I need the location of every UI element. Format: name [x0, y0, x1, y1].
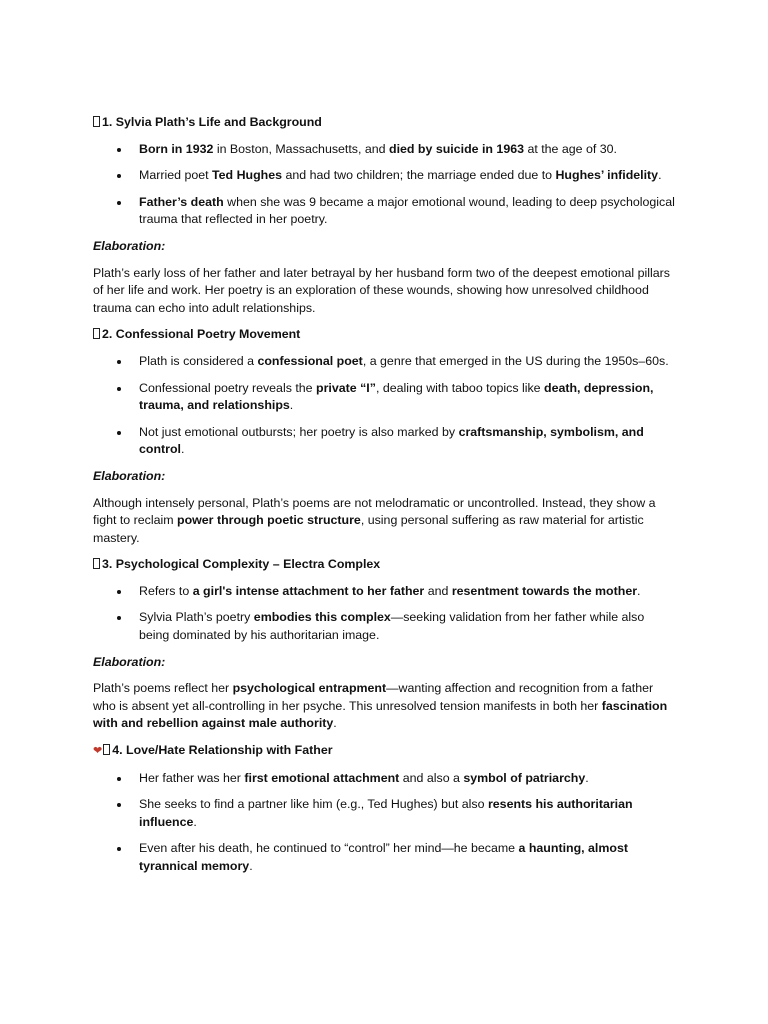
elaboration-label: Elaboration: [93, 654, 166, 669]
text-run: Plath’s early loss of her father and later betrayal by her husband form two of the deepest emotional pillars of her life and work. Her poetry is an exploration of these wounds, showing how unresolved childhood trauma can echo into adult relationships. [93, 265, 670, 315]
bold-text-run: power through poetic structure [177, 513, 361, 528]
text-run: and also a [399, 770, 464, 785]
section-heading [93, 114, 675, 132]
section-heading-text: 2. Confessional Poetry Movement [102, 327, 301, 342]
bold-text-run: resentment towards the mother [451, 583, 638, 598]
bold-text-run: confessional poet [257, 353, 363, 368]
text-run: Although intensely personal, Plath’s poems are not melodramatic or uncontrolled. Instead, they show a fight to reclaim [93, 495, 656, 528]
bold-text-run: died by suicide in 1963 [389, 141, 524, 156]
elaboration-heading [93, 468, 675, 486]
text-run: . [193, 814, 197, 829]
missing-glyph-icon [93, 558, 100, 569]
bold-text-run: Ted Hughes [212, 168, 283, 183]
text-run: and had two children; the marriage ended due to [282, 168, 556, 183]
text-run: . [289, 398, 294, 413]
text-run: —wanting affection and recognition from a father who is absent yet all-controlling in her psyche. This unresolved tension manifests in both her [93, 681, 654, 713]
missing-glyph-icon [93, 328, 100, 339]
text-run: Refers to [139, 583, 193, 598]
bold-text-run: a haunting, almost tyrannical memory [139, 841, 628, 873]
text-run: . [249, 859, 253, 873]
elaboration-label: Elaboration: [93, 238, 166, 253]
section-heading [93, 326, 675, 344]
text-run: . [658, 168, 662, 183]
text-run: , dealing with taboo topics like [375, 380, 544, 395]
section-heading-text: 4. Love/Hate Relationship with Father [112, 743, 333, 758]
heart-icon: ❤ [93, 745, 103, 758]
elaboration-heading [93, 654, 675, 672]
document-body [93, 114, 675, 885]
missing-glyph-icon [103, 744, 110, 755]
bold-text-run: fascination with and rebellion against male authority [93, 698, 668, 731]
elaboration-heading [93, 238, 675, 256]
text-run: Not just emotional outbursts; her poetry is also marked by [139, 424, 459, 439]
text-run: Confessional poetry reveals the [139, 380, 317, 395]
bold-text-run: symbol of patriarchy [463, 770, 586, 785]
elaboration-paragraph [93, 265, 675, 318]
text-run: at the age of 30. [524, 141, 618, 156]
bullet-item [93, 424, 675, 459]
text-run: Even after his death, he continued to “control” her mind—he became [139, 841, 519, 856]
text-run: . [181, 442, 185, 457]
bullet-item [93, 380, 675, 415]
text-run: Plath is considered a [139, 353, 258, 368]
bullet-item [93, 840, 675, 875]
text-run: , using personal suffering as raw material for artistic mastery. [93, 513, 644, 545]
bold-text-run: a girl's intense attachment to her father [192, 583, 425, 598]
missing-glyph-icon [93, 116, 100, 127]
bullet-item [93, 167, 675, 185]
text-run: She seeks to find a partner like him (e.g., Ted Hughes) but also [139, 797, 488, 812]
bold-text-run: Father’s death [139, 194, 224, 209]
elaboration-paragraph [93, 495, 675, 548]
text-run: and [424, 583, 452, 598]
bullet-item [93, 194, 675, 229]
bold-text-run: Born in 1932 [139, 141, 214, 156]
section-heading-text: 1. Sylvia Plath’s Life and Background [102, 115, 322, 129]
text-run: . [333, 716, 337, 731]
bold-text-run: private “I” [316, 380, 376, 395]
bullet-list [93, 353, 675, 459]
text-run: when she was 9 became a major emotional wound, leading to deep psychological trauma that reflected in her poetry. [139, 194, 675, 227]
text-run: Plath’s poems reflect her [93, 681, 233, 696]
elaboration-label: Elaboration: [93, 468, 166, 483]
bold-text-run: death, depression, trauma, and relationships [139, 380, 654, 413]
bold-text-run: first emotional attachment [244, 770, 400, 785]
text-run: Married poet [139, 168, 213, 183]
bold-text-run: resents his authoritarian influence [139, 797, 633, 829]
bullet-item [93, 609, 675, 644]
bold-text-run: psychological entrapment [232, 681, 387, 696]
text-run: in Boston, Massachusetts, and [213, 141, 390, 156]
section-heading [93, 742, 675, 761]
bullet-item [93, 770, 675, 788]
bullet-list [93, 141, 675, 229]
bullet-item [93, 141, 675, 159]
bold-text-run: embodies this complex [253, 610, 391, 625]
section-heading-text: 3. Psychological Complexity – Electra Complex [102, 557, 381, 572]
bullet-list [93, 770, 675, 876]
bullet-list [93, 583, 675, 645]
text-run: , a genre that emerged in the US during the 1950s–60s. [362, 353, 669, 368]
text-run: —seeking validation from her father while also being dominated by his authoritarian image. [139, 610, 645, 643]
bold-text-run: craftsmanship, symbolism, and control [139, 424, 644, 457]
bold-text-run: Hughes’ infidelity [555, 168, 659, 183]
bullet-item [93, 353, 675, 371]
text-run: . [585, 770, 589, 785]
text-run: Sylvia Plath’s poetry [139, 610, 254, 625]
text-run: . [637, 583, 641, 598]
bullet-item [93, 583, 675, 601]
section-heading [93, 556, 675, 574]
elaboration-paragraph [93, 680, 675, 733]
bullet-item [93, 796, 675, 831]
text-run: Her father was her [139, 770, 245, 785]
